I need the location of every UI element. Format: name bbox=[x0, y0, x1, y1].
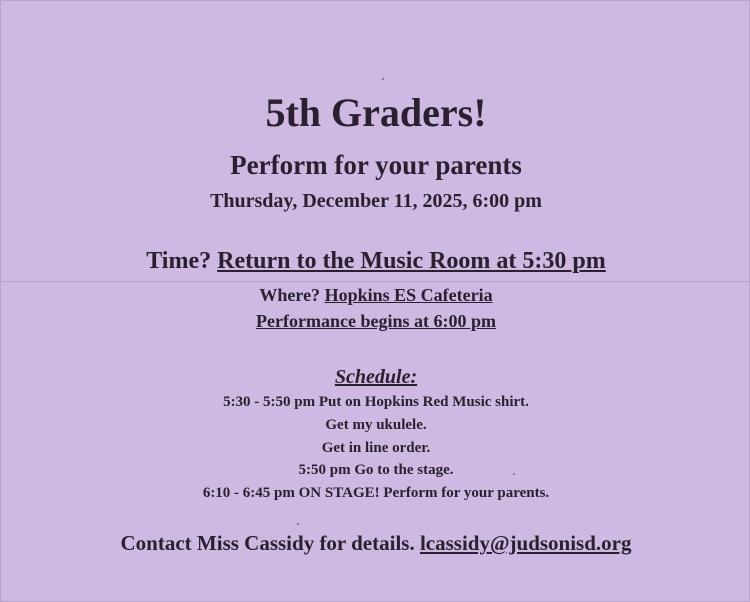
schedule-heading: Schedule: bbox=[334, 366, 418, 388]
contact-email-link[interactable]: lcassidy@judsonisd.org bbox=[419, 531, 632, 555]
time-value: Return to the Music Room at 5:30 pm bbox=[217, 248, 606, 274]
scan-speck bbox=[513, 473, 515, 475]
schedule-item: 5:30 - 5:50 pm Put on Hopkins Red Music shirt. bbox=[223, 394, 529, 410]
paper-fold-line bbox=[1, 281, 750, 282]
where-value: Hopkins ES Cafeteria bbox=[324, 285, 493, 305]
flyer-title: 5th Graders! bbox=[265, 90, 487, 135]
performance-start: Performance begins at 6:00 pm bbox=[256, 311, 496, 331]
scan-speck bbox=[382, 78, 384, 80]
schedule-item: 6:10 - 6:45 pm ON STAGE! Perform for your parents. bbox=[202, 485, 550, 501]
where-label: Where? bbox=[259, 285, 321, 305]
time-line bbox=[1, 246, 750, 276]
time-label: Time? bbox=[146, 248, 212, 274]
contact-line bbox=[1, 529, 750, 557]
contact-text: Contact Miss Cassidy for details. bbox=[120, 531, 415, 555]
schedule-item: Get in line order. bbox=[321, 440, 431, 456]
schedule-item: Get my ukulele. bbox=[325, 417, 427, 433]
flyer-subtitle: Perform for your parents bbox=[230, 150, 522, 180]
scan-speck bbox=[297, 523, 299, 525]
event-date: Thursday, December 11, 2025, 6:00 pm bbox=[210, 190, 542, 212]
schedule-item: 5:50 pm Go to the stage. bbox=[298, 462, 454, 478]
where-line bbox=[1, 283, 750, 307]
